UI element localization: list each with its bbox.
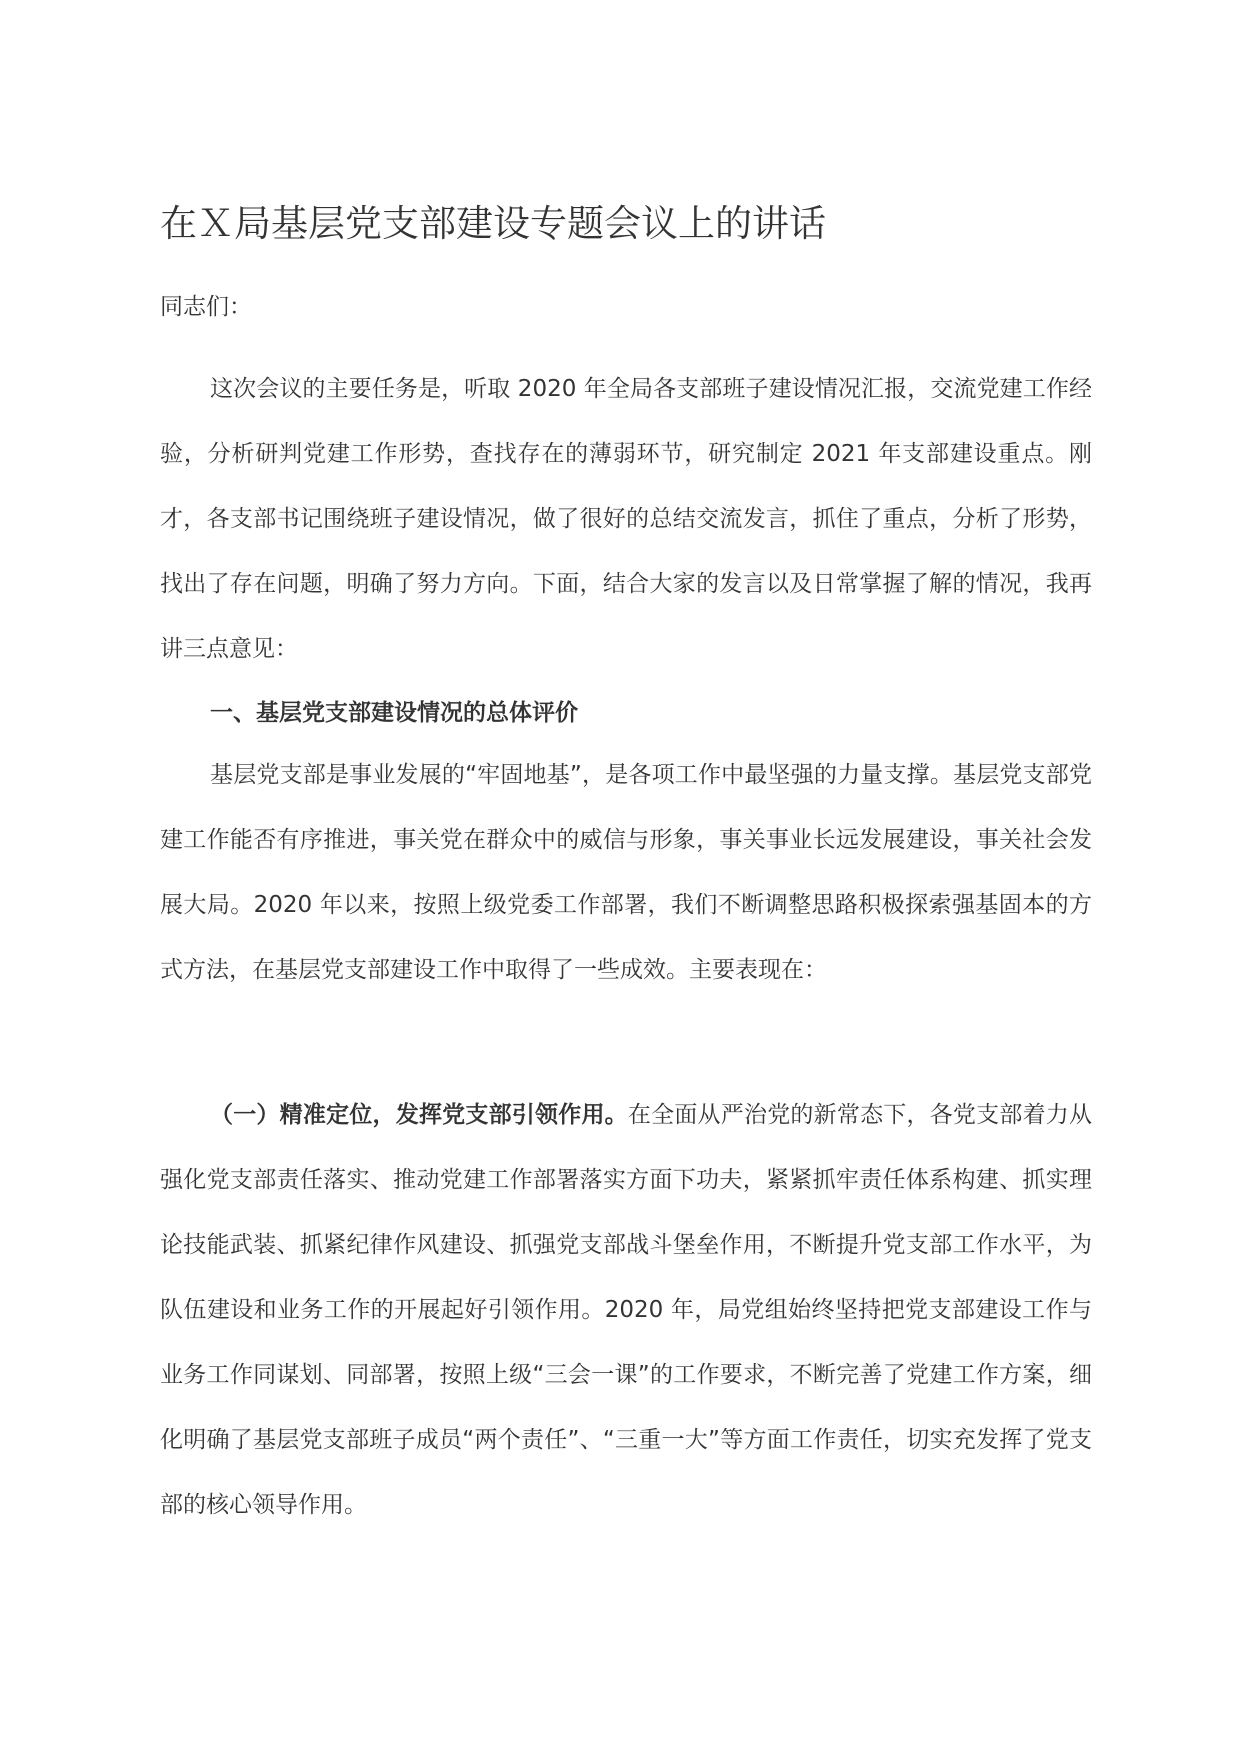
salutation: 同志们： [160, 294, 252, 320]
paragraph-body: 在全面从严治党的新常态下，各党支部着力从强化党支部责任落实、推动党建工作部署落实方面下功夫，紧紧抓牢责任体系构建、抓实理论技能武装、抓紧纪律作风建设、抓强党支部战斗堡垒作用，不断提升党支部工作水平，为队伍建设和业务工作的开展起好引领作用。2020 年，局党组始终坚持把党支部建设工作与业务工作同谋划、同部署，按照上级“三会一课”的工作要求，不断完善了党建工作方案，细化明确了基层党支部班子成员“两个责任”、“三重一大”等方面工作责任，切实充发挥了党支部的核心领导作用。 [160, 1102, 1093, 1518]
section-heading-1: 一、基层党支部建设情况的总体评价 [210, 700, 578, 726]
document-title: 在Ｘ局基层党支部建设专题会议上的讲话 [160, 202, 826, 245]
paragraph-positioning [160, 1083, 1092, 1538]
paragraph-intro: 这次会议的主要任务是，听取 2020 年全局各支部班子建设情况汇报，交流党建工作经验，分析研判党建工作形势，查找存在的薄弱环节，研究制定 2021 年支部建设重点。刚才，各支部书记围绕班子建设情况，做了很好的总结交流发言，抓住了重点，分析了形势，找出了存在问题，明确了努力方向。下面，结合大家的发言以及日常掌握了解的情况，我再讲三点意见： [160, 376, 1092, 662]
paragraph-evaluation: 基层党支部是事业发展的“牢固地基”，是各项工作中最坚强的力量支撑。基层党支部党建工作能否有序推进，事关党在群众中的威信与形象，事关事业长远发展建设，事关社会发展大局。2020 年以来，按照上级党委工作部署，我们不断调整思路积极探索强基固本的方式方法，在基层党支部建设工作中取得了一些成效。主要表现在： [160, 762, 1092, 983]
paragraph-lead: （一）精准定位，发挥党支部引领作用。 [210, 1102, 628, 1128]
